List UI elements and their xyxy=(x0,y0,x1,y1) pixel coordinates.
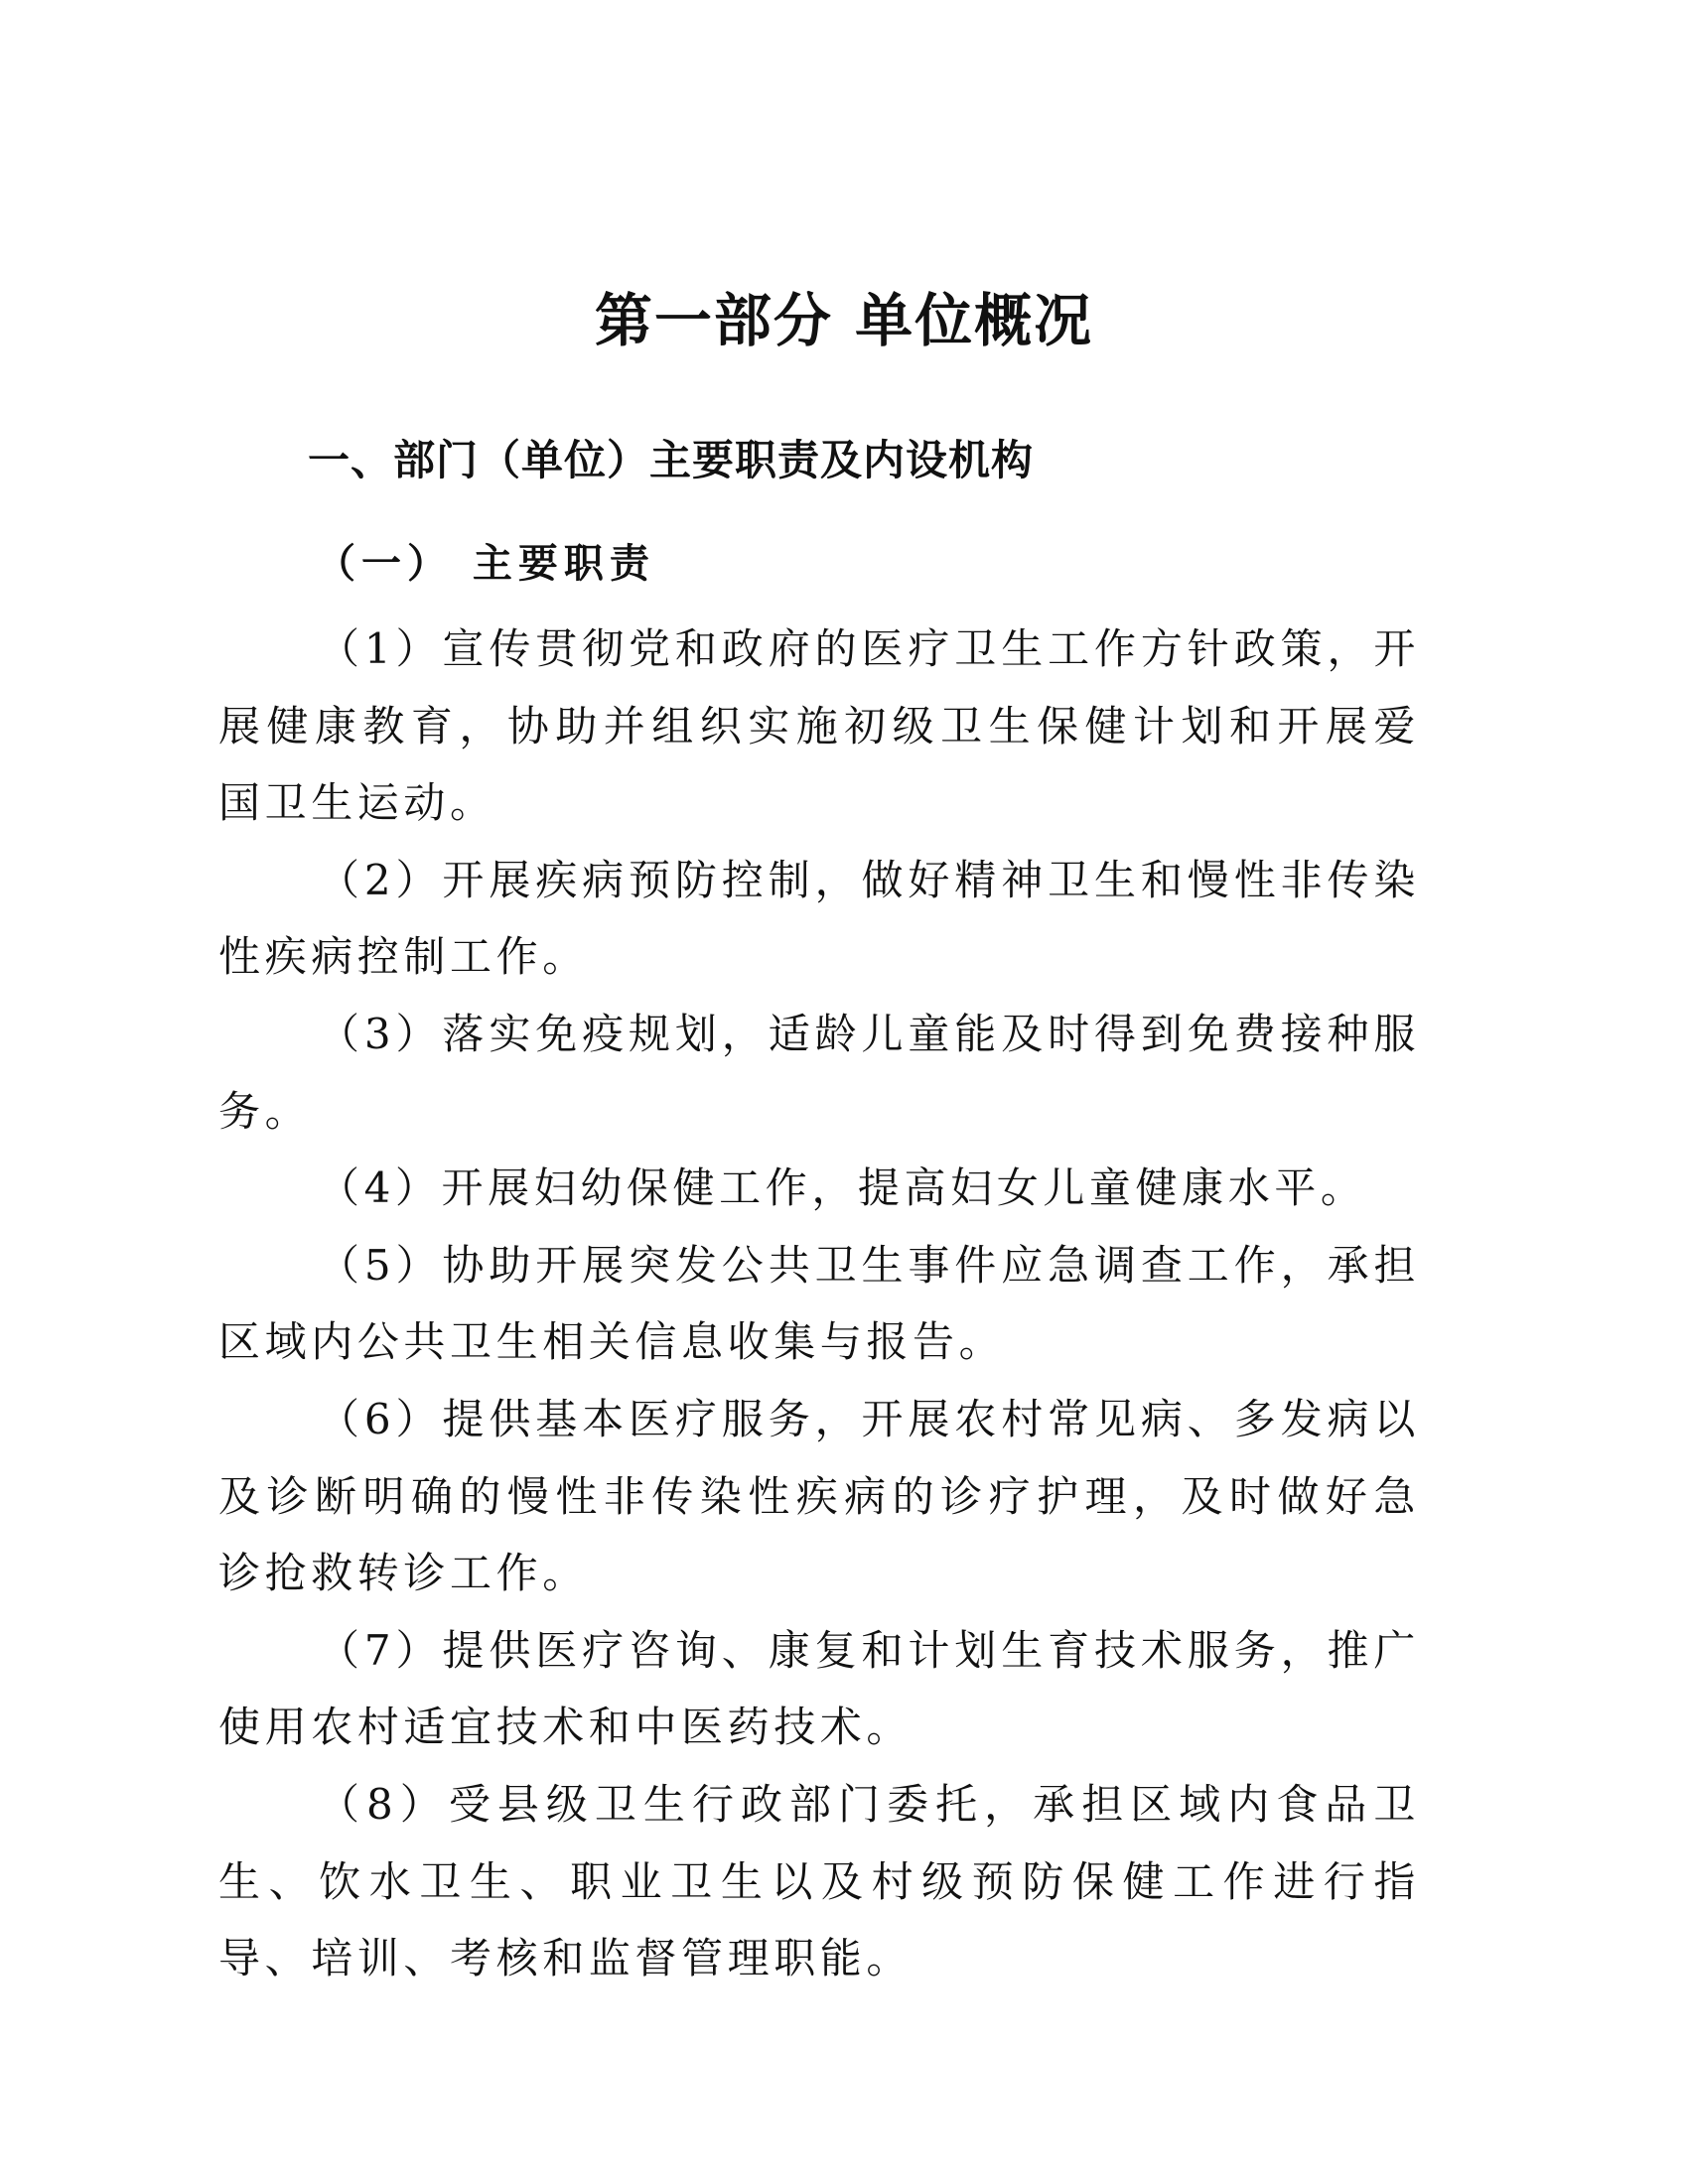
page-title: 第一部分 单位概况 xyxy=(594,287,1094,354)
duty-paragraph-2: （2）开展疾病预防控制，做好精神卫生和慢性非传染性疾病控制工作。 xyxy=(218,855,1420,982)
subsection-heading: （一） 主要职责 xyxy=(316,540,655,587)
duty-paragraph-8: （8）受县级卫生行政部门委托，承担区域内食品卫生、饮水卫生、职业卫生以及村级预防保健工作进行指导、培训、考核和监督管理职能。 xyxy=(218,1779,1420,1983)
duty-paragraph-4: （4）开展妇幼保健工作，提高妇女儿童健康水平。 xyxy=(318,1163,1367,1213)
duty-paragraph-3: （3）落实免疫规划，适龄儿童能及时得到免费接种服务。 xyxy=(218,1009,1420,1136)
duty-paragraph-6: （6）提供基本医疗服务，开展农村常见病、多发病以及诊断明确的慢性非传染性疾病的诊疗护理，及时做好急诊抢救转诊工作。 xyxy=(218,1394,1420,1598)
duty-paragraph-7: （7）提供医疗咨询、康复和计划生育技术服务，推广使用农村适宜技术和中医药技术。 xyxy=(218,1625,1420,1752)
duty-paragraph-5: （5）协助开展突发公共卫生事件应急调查工作，承担区域内公共卫生相关信息收集与报告。 xyxy=(218,1240,1420,1367)
duty-paragraph-1: （1）宣传贯彻党和政府的医疗卫生工作方针政策，开展健康教育，协助并组织实施初级卫生保健计划和开展爱国卫生运动。 xyxy=(218,624,1420,828)
duties-list xyxy=(218,611,1420,1997)
section-heading: 一、部门（单位）主要职责及内设机构 xyxy=(308,436,1035,484)
